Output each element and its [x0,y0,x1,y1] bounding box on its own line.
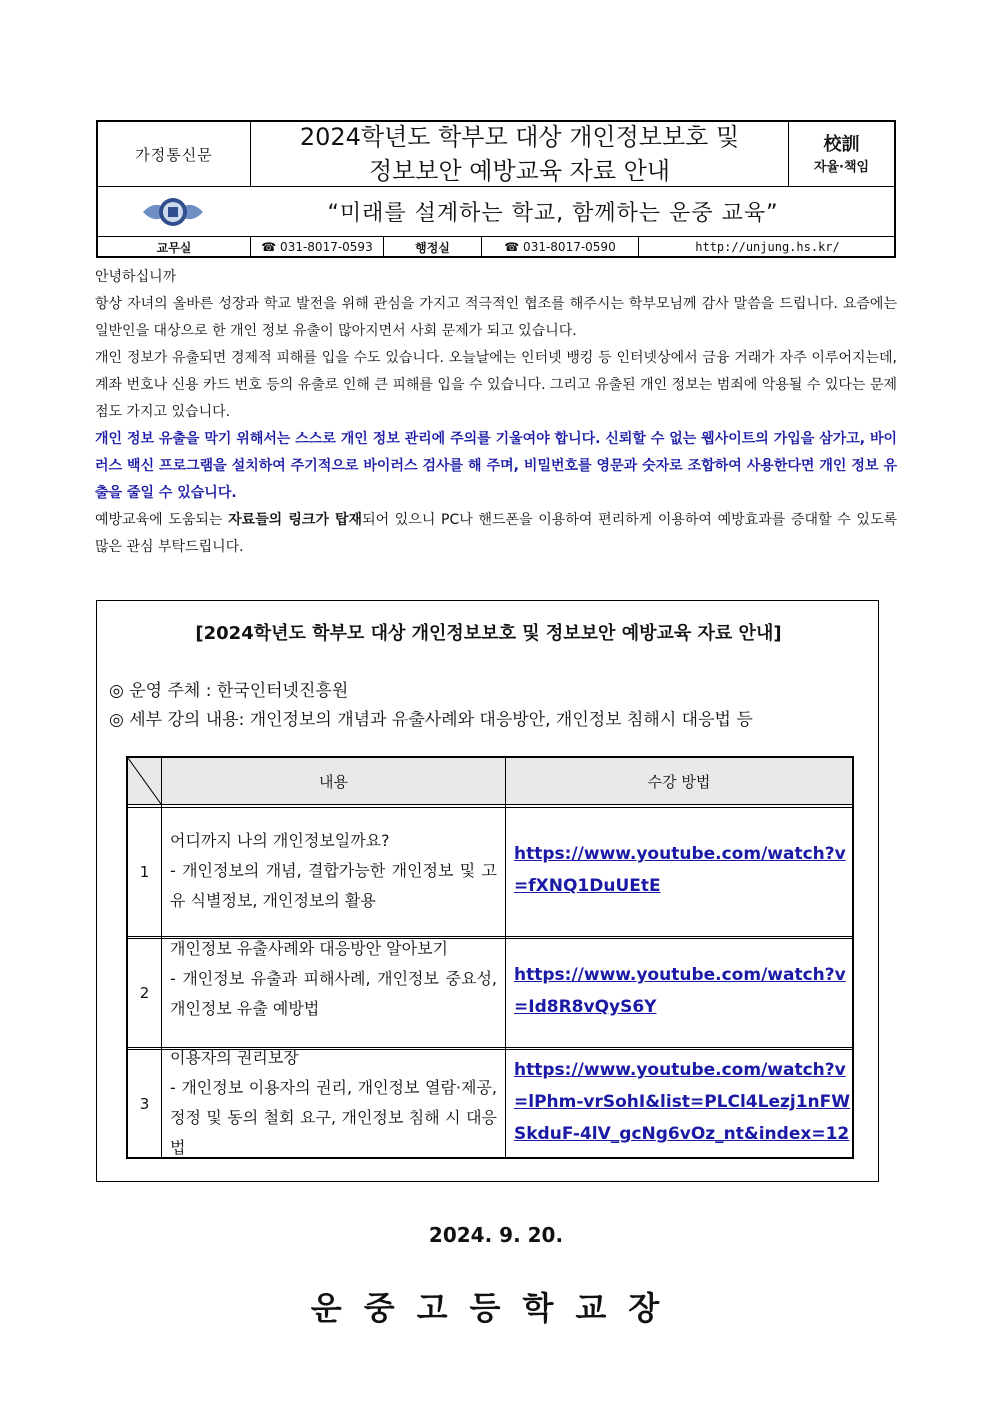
issue-date: 2024. 9. 20. [428,1223,564,1247]
row-content: 어디까지 나의 개인정보일까요? - 개인정보의 개념, 결합가능한 개인정보 및 고유 식별정보, 개인정보의 활용 [170,831,497,910]
bullet-organizer: ◎ 운영 주체 : 한국인터넷진흥원 [109,681,349,701]
school-slogan: “미래를 설계하는 학교, 함께하는 운중 교육” [327,201,779,226]
paragraph-4-emphasis: 자료들의 링크가 탑재 [228,512,363,528]
school-emblem-icon [138,192,208,232]
info-box [96,600,879,1182]
row-content: 개인정보 유출사례와 대응방안 알아보기 - 개인정보 유출과 피해사례, 개인정보 중요성, 개인정보 유출 예방법 [170,939,497,1018]
office2-label: 행정실 [415,240,450,255]
paragraph-4-part-c: 되어 있으니 PC나 핸드폰을 이용하여 편리하게 이용하여 예방효과를 증대할 수 있도록 많은 관심 부탁드립니다. [95,512,897,555]
row-number: 1 [139,863,150,881]
paragraph-1: 항상 자녀의 올바른 성장과 학교 발전을 위해 관심을 가지고 적극적인 협조를 해주시는 학부모님께 감사 말씀을 드립니다. 요즘에는 일반인을 대상으로 한 개인 정보 유출이 많아지면서 사회 문제가 되고 있습니다. [95,296,897,339]
paragraph-2: 개인 정보가 유출되면 경제적 피해를 입을 수도 있습니다. 오늘날에는 인터넷 뱅킹 등 인터넷상에서 금융 거래가 자주 이루어지는데, 계좌 번호나 신용 카드 번호 등의 유출로 인해 큰 피해를 입을 수 있습니다. 그리고 유출된 개인 정보는 범죄에 악용될 수 있다는 문제점도 가지고 있습니다. [95,350,897,420]
title-line-2: 정보보안 예방교육 자료 안내 [368,157,671,185]
document-title [251,122,788,186]
row-content: 이용자의 권리보장 - 개인정보 이용자의 권리, 개인정보 열람·제공, 정정 및 동의 철회 요구, 개인정보 침해 시 대응법 [170,1048,497,1157]
row-number: 2 [139,984,150,1002]
info-box-title: [2024학년도 학부모 대상 개인정보보호 및 정보보안 예방교육 자료 안내] [195,623,782,644]
youtube-link-2[interactable]: https://www.youtube.com/watch?v=Id8R8vQyS6Y [514,965,846,1017]
office1-label: 교무실 [156,240,192,255]
youtube-link-3[interactable]: https://www.youtube.com/watch?v=lPhm-vrSohI&list=PLCl4Lezj1nFWSkduF-4lV_gcNg6vOz_nt&index=12 [514,1060,850,1144]
school-motto [789,122,894,186]
motto-value: 자율·책임 [813,159,870,175]
table-corner-cell [128,758,161,804]
motto-label: 校訓 [823,133,860,155]
row-number: 3 [139,1094,150,1113]
paragraph-4-part-a: 예방교육에 도움되는 [95,512,229,528]
course-table [126,756,854,1159]
table-header-method: 수강 방법 [505,758,852,804]
office1-phone: ☎ 031-8017-0593 [261,240,373,254]
table-header-content: 내용 [161,758,505,804]
newsletter-label: 가정통신문 [135,145,213,164]
youtube-link-1[interactable]: https://www.youtube.com/watch?v=fXNQ1DuUEtE [514,844,846,896]
header-table [96,120,896,258]
paragraph-4 [95,507,897,561]
office2-phone: ☎ 031-8017-0590 [504,240,616,254]
principal-signature: 운중고등학교장 [310,1289,682,1327]
paragraph-3-highlight: 개인 정보 유출을 막기 위해서는 스스로 개인 정보 관리에 주의를 기울여야 합니다. 신뢰할 수 없는 웹사이트의 가입을 삼가고, 바이러스 백신 프로그램을 설치하여 주기적으로 바이러스 검사를 해 주며, 비밀번호를 영문과 숫자로 조합하여 사용한다면 개인 정보 유출을 줄일 수 있습니다. [95,431,897,501]
title-line-1: 2024학년도 학부모 대상 개인정보보호 및 [299,123,740,151]
bullet-lecture-details: ◎ 세부 강의 내용: 개인정보의 개념과 유출사례와 대응방안, 개인정보 침해시 대응법 등 [109,710,753,730]
greeting: 안녕하십니까 [95,269,177,285]
school-website-link[interactable]: http://unjung.hs.kr/ [695,240,840,254]
